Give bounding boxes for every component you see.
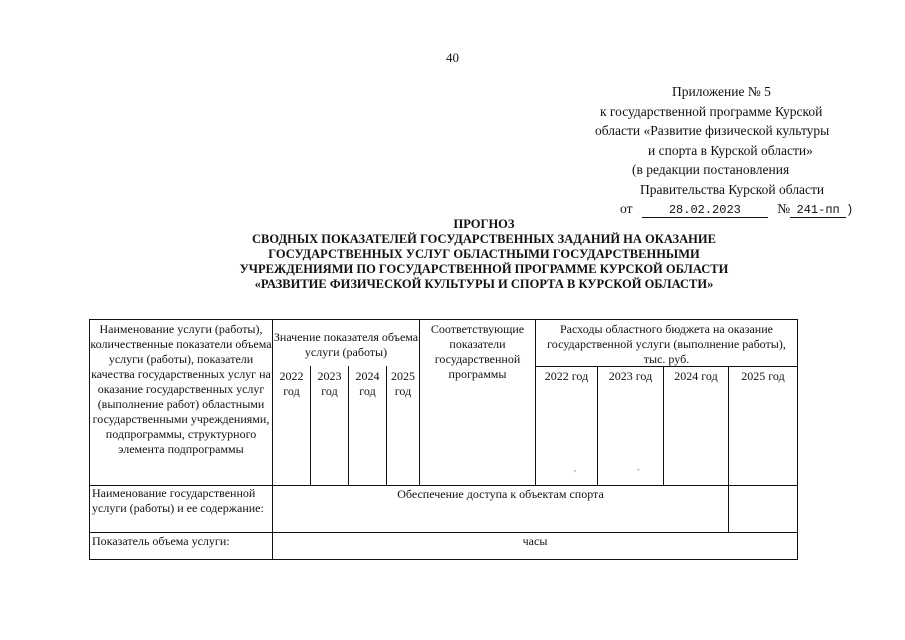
appendix-line: и спорта в Курской области» [648, 142, 813, 158]
expense-year-2022: 2022 год [544, 369, 589, 383]
table-rule [728, 366, 729, 532]
expense-year-2023: 2023 год [608, 369, 653, 383]
scan-speck: , [574, 464, 576, 473]
value-year-2025: 2025 год [391, 369, 415, 398]
title-line: ГОСУДАРСТВЕННЫХ УСЛУГ ОБЛАСТНЫМИ ГОСУДАРСТВЕННЫМИ [268, 247, 700, 261]
expense-year-2024: 2024 год [674, 369, 718, 383]
table-rule [89, 559, 798, 560]
volume-indicator-row-value: часы [522, 534, 548, 548]
appendix-line: Приложение № 5 [672, 84, 771, 99]
service-name-header: Наименование услуги (работы), количественные показатели объема услуги (работы), показатели качества государственных услуг на оказание государственных услуг (выполнение работ) областными государственными учреждениями, подпрограммы, структурного элемента подпрограммы [90, 322, 272, 456]
scan-speck: - [637, 465, 640, 474]
table-rule [797, 319, 798, 560]
table-rule [89, 532, 798, 533]
value-year-2023: 2023 год [317, 369, 342, 398]
table-rule [89, 319, 798, 320]
title-line: ПРОГНОЗ [453, 217, 515, 231]
service-name-row-label: Наименование государственной услуги (работы) и ее содержание: [92, 486, 264, 515]
indicator-value-header: Значение показателя объема услуги (работы) [273, 330, 419, 359]
appendix-line: к государственной программе Курской [600, 103, 823, 119]
document-date: 28.02.2023 [642, 203, 768, 218]
page-number: 40 [446, 50, 459, 65]
title-line: УЧРЕЖДЕНИЯМИ ПО ГОСУДАРСТВЕННОЙ ПРОГРАММЕ КУРСКОЙ ОБЛАСТИ [239, 262, 729, 276]
appendix-line: области «Развитие физической культуры [595, 123, 830, 138]
service-name-row-value: Обеспечение доступа к объектам спорта [397, 487, 604, 501]
program-indicators-header: Соответствующие показатели государственной программы [430, 322, 525, 381]
value-year-2024: 2024 год [355, 369, 380, 398]
budget-expenses-header: Расходы областного бюджета на оказание государственной услуги (выполнение работы), тыс. руб. [547, 322, 786, 366]
document-title [0, 217, 905, 292]
number-label: № [777, 201, 791, 216]
from-label: от [620, 201, 633, 216]
appendix-header [560, 82, 900, 221]
value-year-2022: 2022 год [279, 369, 304, 398]
title-line: СВОДНЫХ ПОКАЗАТЕЛЕЙ ГОСУДАРСТВЕННЫХ ЗАДАНИЙ НА ОКАЗАНИЕ [252, 232, 716, 246]
expense-year-2025: 2025 год [741, 369, 785, 383]
forecast-table [89, 319, 798, 560]
volume-indicator-row-label: Показатель объема услуги: [92, 534, 230, 548]
appendix-line: (в редакции постановления [632, 162, 790, 177]
appendix-line: Правительства Курской области [640, 181, 825, 197]
closing-paren: ) [846, 203, 854, 217]
document-number: 241-пп [790, 203, 846, 218]
title-line: «РАЗВИТИЕ ФИЗИЧЕСКОЙ КУЛЬТУРЫ И СПОРТА В КУРСКОЙ ОБЛАСТИ» [254, 277, 714, 291]
